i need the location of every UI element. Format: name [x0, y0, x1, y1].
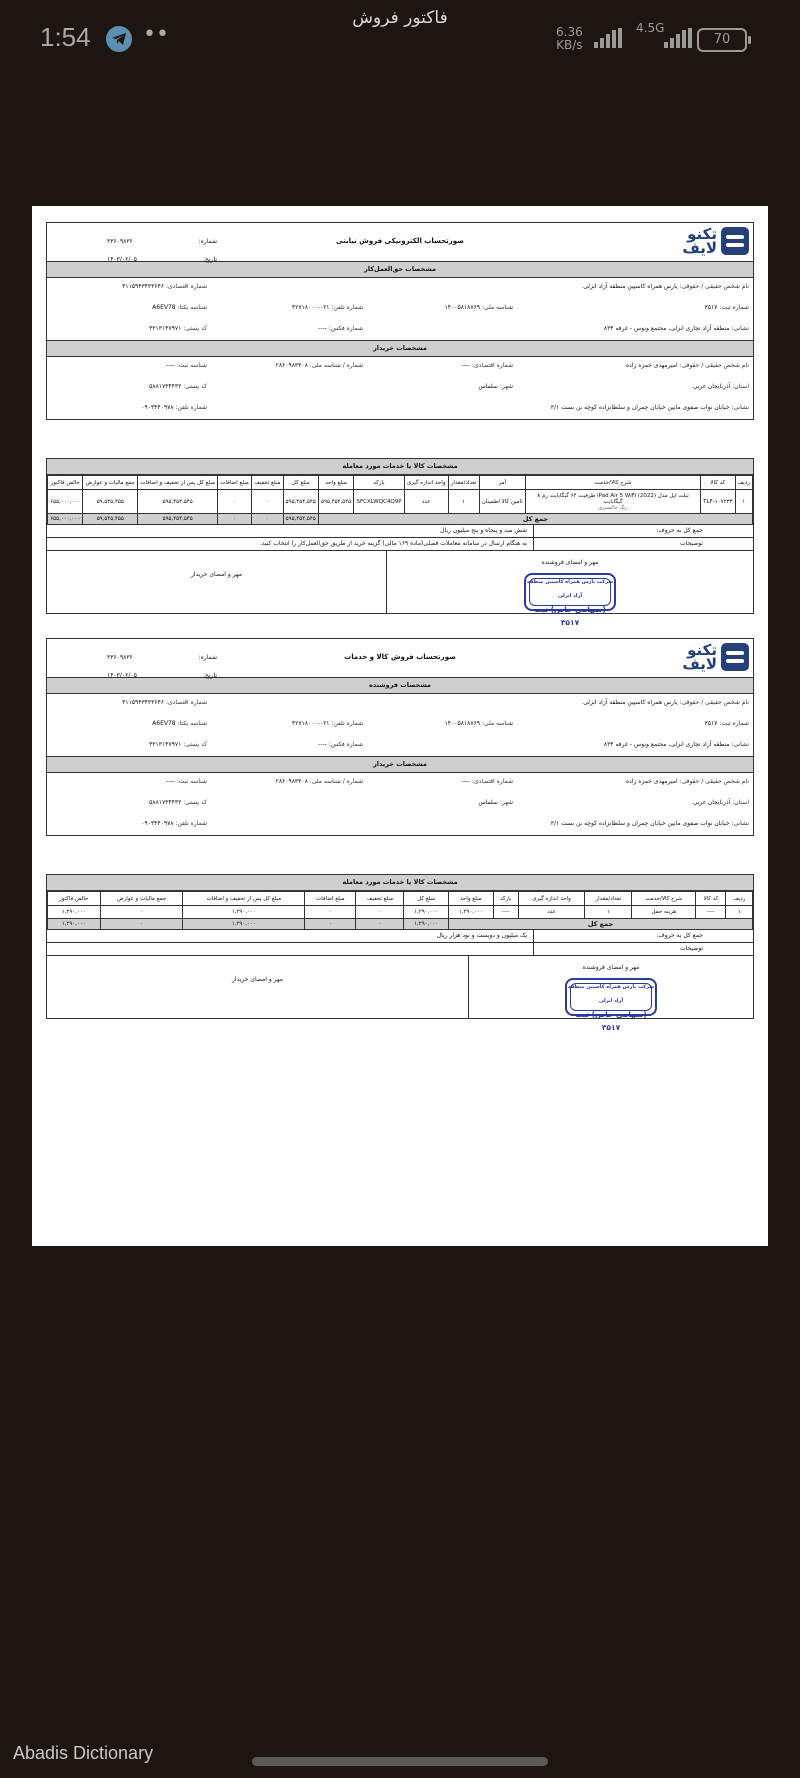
- sum-tax: ۵۹,۵۴۵,۴۵۵: [83, 514, 138, 525]
- buyer-name: امیرمهدی حمزه زاده: [625, 362, 678, 369]
- net-speed-unit: KB/s: [556, 38, 583, 52]
- buyer-province-label: استان:: [732, 383, 749, 390]
- col-header: شرح کالا/خدمت: [525, 476, 700, 490]
- buyer-city-label: شهر:: [499, 799, 513, 806]
- words-value: شش صد و پنجاه و پنج میلیون ریال: [440, 527, 527, 534]
- cell-tax: ۰: [100, 906, 183, 919]
- company-stamp: [524, 573, 616, 627]
- seller-address-label: نشانی:: [731, 325, 749, 332]
- seller-address-label: نشانی:: [731, 741, 749, 748]
- seller-details: [47, 278, 753, 340]
- col-header: مبلغ تخفیف: [356, 892, 404, 906]
- col-header: جمع مالیات و عوارض: [83, 476, 138, 490]
- buyer-address: خیابان نواب صفوی مابین خیابان چمران و سلطانزاده کوچه بن بست ۳/۱: [550, 820, 730, 827]
- cell-desc-sub: رنگ خاکستری: [598, 504, 628, 511]
- status-time: 1:54: [40, 22, 91, 52]
- seller-reg: ۳۵۱۷: [704, 304, 718, 311]
- date-label: تاریخ:: [203, 256, 217, 263]
- signature-row: [47, 955, 753, 1032]
- cell-qty: ۱: [585, 906, 632, 919]
- items-table: [47, 891, 753, 930]
- words-label: جمع کل به حروف:: [533, 930, 753, 942]
- words-row: [47, 525, 753, 537]
- cell-row: ۱: [735, 490, 752, 514]
- seller-name: پارس همراه کاسپین منطقه آزاد انزلی: [583, 699, 678, 706]
- seller-postal-label: کد پستی:: [183, 741, 207, 748]
- buyer-postal: ۵۸۸۱۷۳۴۴۳۳: [149, 799, 182, 806]
- words-value: یک میلیون و دویست و نود هزار ریال: [436, 932, 527, 939]
- seller-signature: [468, 956, 753, 1032]
- buyer-section-title: مشخصات خریدار: [47, 340, 753, 357]
- seller-phone: ۰۲۱-۴۲۷۱۸۰۰۰: [291, 720, 330, 727]
- seller-sign-label: مهر و امضای فروشنده: [582, 964, 640, 971]
- col-header: شرح کالا/خدمت: [632, 892, 696, 906]
- words-row: [47, 930, 753, 942]
- col-header: مبلغ واحد: [448, 892, 493, 906]
- buyer-section-title: مشخصات خریدار: [47, 756, 753, 773]
- notes-label: توضیحات: [533, 943, 753, 955]
- notes-row: [47, 942, 753, 955]
- table-row: [48, 906, 753, 919]
- cell-agent: تامین کالا اطمینان: [479, 490, 525, 514]
- sum-total: ۵۹۵,۴۵۴,۵۴۵: [283, 514, 318, 525]
- stamp-line-2: (سهامی خاص) ثبت ۳۵۱۷: [575, 1010, 647, 1032]
- cell-desc: هزینه حمل: [632, 906, 696, 919]
- invoice-header: [47, 639, 753, 677]
- cell-net: ۶۵۵,۰۰۰,۰۰۰: [48, 490, 83, 514]
- col-header: واحد اندازه گیری: [404, 476, 448, 490]
- seller-branch-label: شناسه یکتا:: [177, 720, 207, 727]
- invoice-date: ۱۴۰۳/۰۲/۰۵: [107, 672, 137, 679]
- seller-address: منطقه آزاد تجاری انزلی، مجتمع ونوس - غرفه ۸۳۴: [603, 741, 730, 748]
- buyer-postal-label: کد پستی:: [183, 799, 207, 806]
- cell-row: ۱: [726, 906, 753, 919]
- col-header: تعداد/مقدار: [585, 892, 632, 906]
- col-header: کد کالا: [696, 892, 726, 906]
- buyer-sign-label: مهر و امضای خریدار: [232, 976, 283, 983]
- sum-net: ۶۵۵,۰۰۰,۰۰۰: [48, 514, 83, 525]
- cell-unit-price: ۵۹۵,۴۵۴,۵۴۵: [318, 490, 353, 514]
- buyer-postal: ۵۸۸۱۷۳۴۴۳۳: [149, 383, 182, 390]
- col-header: بارکد: [493, 892, 518, 906]
- sum-net: ۱,۲۹۰,۰۰۰: [48, 919, 101, 930]
- buyer-address-label: نشانی:: [731, 404, 749, 411]
- buyer-address-label: نشانی:: [731, 820, 749, 827]
- buyer-postal-label: کد پستی:: [183, 383, 207, 390]
- cell-after: ۱,۲۹۰,۰۰۰: [183, 906, 305, 919]
- stamp-line-1: شرکت پارس همراه کاسپین منطقه آزاد انزلی: [567, 984, 655, 1004]
- cell-barcode: ----: [493, 906, 518, 919]
- buyer-city-label: شهر:: [499, 383, 513, 390]
- notes-value: به هنگام ارسال در سامانه معاملات فصلی(ماده ۱۶۹ مالی) گزینه خرید از طریق حق‌العمل‌کار را انتخاب کنید.: [259, 540, 527, 547]
- home-indicator[interactable]: [252, 1757, 548, 1766]
- sum-total: ۱,۲۹۰,۰۰۰: [404, 919, 449, 930]
- date-label: تاریخ:: [203, 672, 217, 679]
- sum-discount: ۰: [251, 514, 283, 525]
- buyer-id-label: شماره / شناسه ملی:: [309, 362, 363, 369]
- seller-name-label: نام شخص حقیقی / حقوقی:: [679, 699, 749, 706]
- seller-reg-label: شماره ثبت:: [719, 304, 749, 311]
- logo-line-2: لایف: [682, 239, 717, 257]
- col-header: واحد اندازه گیری: [518, 892, 585, 906]
- invoice-header: [47, 223, 753, 261]
- sum-addition: ۰: [305, 919, 356, 930]
- notes-value: [47, 943, 533, 955]
- seller-branch: A6EV78: [152, 304, 176, 311]
- buyer-phone: ۰۹۰۳۴۴۰۹۷۸: [141, 820, 174, 827]
- buyer-city: سلماس: [478, 383, 498, 390]
- seller-postal: ۴۳۱۳۱۴۷۹۷۱: [149, 741, 182, 748]
- words-label: جمع کل به حروف:: [533, 525, 753, 537]
- seller-econ: ۴۱۱۵۹۴۳۴۳۳۶۴۶: [122, 699, 165, 706]
- buyer-details: [47, 357, 753, 419]
- seller-reg: ۳۵۱۷: [704, 720, 718, 727]
- col-header: مبلغ کل پس از تخفیف و اضافات: [183, 892, 305, 906]
- cell-code: ----: [696, 906, 726, 919]
- col-header: مبلغ واحد: [318, 476, 353, 490]
- invoice-number: ۳۳۶۰۹۸۳۶: [107, 654, 133, 661]
- sum-label: جمع کل: [318, 514, 752, 525]
- col-header: کد کالا: [700, 476, 735, 490]
- col-header: جمع مالیات و عوارض: [100, 892, 183, 906]
- cell-discount: ۰: [251, 490, 283, 514]
- items-section-title: مشخصات کالا یا خدمات مورد معامله: [47, 459, 753, 475]
- seller-branch: A6EV78: [152, 720, 176, 727]
- buyer-details: [47, 773, 753, 835]
- invoice-2-items: [46, 874, 754, 1032]
- cell-desc: تبلت اپل مدل iPad Air 5 WiFi (2022) ظرفیت ۶۴ گیگابایت رم ۸ گیگابایت: [537, 492, 689, 505]
- seller-name-label: نام شخص حقیقی / حقوقی:: [679, 283, 749, 290]
- invoice-page[interactable]: [32, 206, 768, 1246]
- cell-tax: ۵۹,۵۴۵,۴۵۵: [83, 490, 138, 514]
- buyer-econ: ----: [461, 362, 471, 369]
- telegram-icon: [106, 26, 132, 52]
- buyer-id: ۲۸۶۰۹۸۳۳۰۸: [275, 362, 308, 369]
- buyer-city: سلماس: [478, 799, 498, 806]
- buyer-phone-label: شماره تلفن:: [175, 404, 207, 411]
- invoice-number: ۳۳۶۰۹۸۳۶: [107, 238, 133, 245]
- cell-qty: ۱: [448, 490, 479, 514]
- footer-brand: Abadis Dictionary: [13, 1743, 154, 1763]
- cell-after: ۵۹۵,۴۵۴,۵۴۵: [138, 490, 218, 514]
- seller-name: پارس همراه کاسپین منطقه آزاد انزلی: [583, 283, 678, 290]
- buyer-phone: ۰۹۰۳۴۴۰۹۷۸: [141, 404, 174, 411]
- table-row: [48, 490, 753, 514]
- buyer-province: آذربایجان غربی: [692, 799, 731, 806]
- seller-sign-label: مهر و امضای فروشنده: [541, 559, 599, 566]
- buyer-signature: [47, 956, 468, 1018]
- net-speed: [556, 26, 583, 52]
- sum-tax: ۰: [100, 919, 183, 930]
- col-header: مبلغ اضافات: [218, 476, 252, 490]
- seller-national: ۱۴۰۰۵۸۱۸۷۶۹: [444, 720, 481, 727]
- buyer-reg-label: شناسه ثبت:: [176, 362, 207, 369]
- items-table: [47, 475, 753, 525]
- sum-label: جمع کل: [448, 919, 752, 930]
- more-dots-icon: ••: [143, 22, 169, 47]
- signal-bars-icon-2: [664, 28, 694, 48]
- col-header: بارکد: [354, 476, 404, 490]
- sum-after: ۵۹۵,۴۵۴,۵۴۵: [138, 514, 218, 525]
- invoice-2: [46, 638, 754, 836]
- buyer-reg: ----: [166, 778, 175, 785]
- invoice-date: ۱۴۰۳/۰۲/۰۵: [107, 256, 137, 263]
- col-header: تعداد/مقدار: [448, 476, 479, 490]
- logo-line-2: لایف: [682, 655, 717, 673]
- seller-national: ۱۴۰۰۵۸۱۸۷۶۹: [444, 304, 481, 311]
- col-header: ردیف: [726, 892, 753, 906]
- invoice-meta: [107, 233, 217, 269]
- seller-section-title: مشخصات فروشنده: [47, 677, 753, 694]
- seller-fax: ----: [318, 325, 327, 332]
- seller-phone-label: شماره تلفن:: [331, 720, 363, 727]
- cell-unit: عدد: [404, 490, 448, 514]
- col-header: آمر: [479, 476, 525, 490]
- seller-national-label: شناسه ملی:: [481, 720, 513, 727]
- net-speed-value: 6.36: [556, 25, 583, 39]
- seller-national-label: شناسه ملی:: [481, 304, 513, 311]
- seller-reg-label: شماره ثبت:: [719, 720, 749, 727]
- col-header: مبلغ اضافات: [305, 892, 356, 906]
- notes-row: [47, 537, 753, 550]
- cell-discount: ۰: [356, 906, 404, 919]
- items-section-title: مشخصات کالا یا خدمات مورد معامله: [47, 875, 753, 891]
- battery-icon: 70: [697, 28, 747, 52]
- buyer-id: ۲۸۶۰۹۸۳۳۰۸: [275, 778, 308, 785]
- cell-total: ۵۹۵,۴۵۴,۵۴۵: [283, 490, 318, 514]
- company-stamp: [565, 978, 657, 1032]
- seller-fax-label: شماره فکس:: [328, 741, 363, 748]
- sum-after: ۱,۲۹۰,۰۰۰: [183, 919, 305, 930]
- invoice-1: [46, 222, 754, 420]
- status-bar: [0, 0, 800, 80]
- sum-row: [48, 919, 753, 930]
- buyer-id-label: شماره / شناسه ملی:: [309, 778, 363, 785]
- invoice-1-items: [46, 458, 754, 627]
- cell-addition: ۰: [305, 906, 356, 919]
- col-header: مبلغ کل: [283, 476, 318, 490]
- seller-postal: ۴۳۱۳۱۴۷۹۷۱: [149, 325, 182, 332]
- signature-row: [47, 550, 753, 627]
- seller-signature: [386, 551, 753, 627]
- cell-unit: عدد: [518, 906, 585, 919]
- logo-line-1: تکنو: [687, 641, 717, 659]
- seller-postal-label: کد پستی:: [183, 325, 207, 332]
- invoice-title: صورتحساب فروش کالا و خدمات: [344, 653, 456, 661]
- buyer-sign-label: مهر و امضای خریدار: [191, 571, 242, 578]
- col-header: مبلغ تخفیف: [251, 476, 283, 490]
- stamp-line-2: (سهامی خاص) ثبت ۳۵۱۷: [534, 605, 606, 627]
- buyer-province: آذربایجان غربی: [692, 383, 731, 390]
- cell-unit-price: ۱,۲۹۰,۰۰۰: [448, 906, 493, 919]
- seller-address: منطقه آزاد تجاری انزلی، مجتمع ونوس - غرفه ۸۳۴: [603, 325, 730, 332]
- invoice-meta: [107, 649, 217, 685]
- buyer-econ: ----: [461, 778, 471, 785]
- app-title: فاکتور فروش: [352, 8, 448, 28]
- col-header: خالص فاکتور: [48, 476, 83, 490]
- col-header: مبلغ کل: [404, 892, 449, 906]
- sum-addition: ۰: [218, 514, 252, 525]
- buyer-name-label: نام شخص حقیقی / حقوقی:: [679, 778, 749, 785]
- seller-fax-label: شماره فکس:: [328, 325, 363, 332]
- col-header: خالص فاکتور: [48, 892, 101, 906]
- stamp-line-1: شرکت پارس همراه کاسپین منطقه آزاد انزلی: [526, 579, 614, 599]
- seller-details: [47, 694, 753, 756]
- seller-econ-label: شماره اقتصادی:: [165, 699, 207, 706]
- buyer-address: خیابان نواب صفوی مابین خیابان چمران و سلطانزاده کوچه بن بست ۳/۱: [550, 404, 730, 411]
- seller-econ-label: شماره اقتصادی:: [165, 283, 207, 290]
- buyer-name: امیرمهدی حمزه زاده: [625, 778, 678, 785]
- buyer-econ-label: شماره اقتصادی:: [471, 362, 513, 369]
- logo-line-1: تکنو: [687, 225, 717, 243]
- sum-row: [48, 514, 753, 525]
- sum-discount: ۰: [356, 919, 404, 930]
- signal-label: 4.5G: [636, 21, 665, 35]
- buyer-province-label: استان:: [732, 799, 749, 806]
- number-label: شماره:: [198, 238, 217, 245]
- invoice-title: صورتحساب الکترونیکی فروش نیابتی: [336, 237, 464, 245]
- buyer-econ-label: شماره اقتصادی:: [471, 778, 513, 785]
- signal-bars-icon: [594, 28, 624, 48]
- col-header: ردیف: [735, 476, 752, 490]
- seller-phone-label: شماره تلفن:: [331, 304, 363, 311]
- cell-addition: ۰: [218, 490, 252, 514]
- cell-net: ۱,۲۹۰,۰۰۰: [48, 906, 101, 919]
- cell-barcode: SFCXLWQC4Q9P: [354, 490, 404, 514]
- seller-phone: ۰۲۱-۴۲۷۱۸۰۰۰: [291, 304, 330, 311]
- seller-branch-label: شناسه یکتا:: [177, 304, 207, 311]
- notes-label: توضیحات: [533, 538, 753, 550]
- buyer-phone-label: شماره تلفن:: [175, 820, 207, 827]
- buyer-name-label: نام شخص حقیقی / حقوقی:: [679, 362, 749, 369]
- buyer-reg-label: شناسه ثبت:: [176, 778, 207, 785]
- seller-fax: ----: [318, 741, 327, 748]
- number-label: شماره:: [198, 654, 217, 661]
- seller-econ: ۴۱۱۵۹۴۳۴۳۳۶۴۶: [122, 283, 165, 290]
- seller-section-title: مشخصات حق‌العمل‌کار: [47, 261, 753, 278]
- buyer-signature: [47, 551, 386, 613]
- buyer-reg: ----: [166, 362, 175, 369]
- cell-code: TLF-۱۰۷۲۳۳: [700, 490, 735, 514]
- col-header: مبلغ کل پس از تخفیف و اضافات: [138, 476, 218, 490]
- cell-total: ۱,۲۹۰,۰۰۰: [404, 906, 449, 919]
